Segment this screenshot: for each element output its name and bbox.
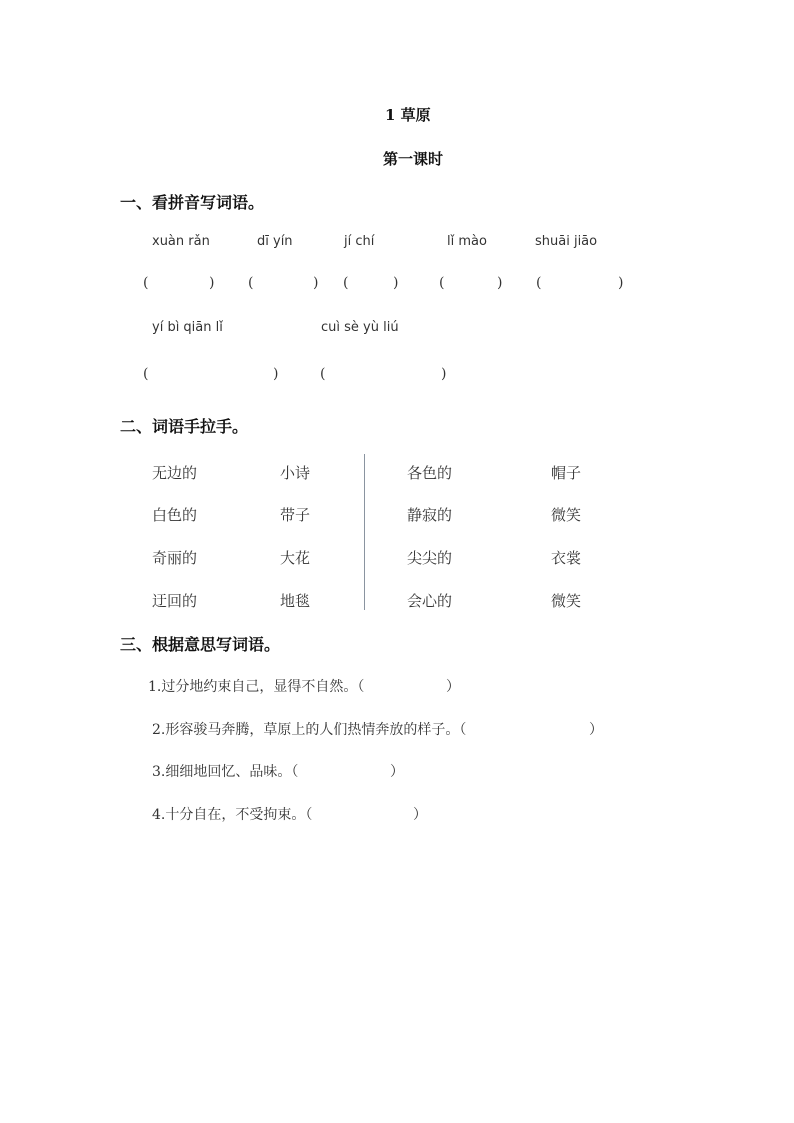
match-word: 会心的: [407, 592, 453, 610]
answer-close-paren: ): [393, 275, 399, 291]
section1-heading: 一、看拼音写词语。: [120, 193, 265, 212]
match-word: 帽子: [551, 464, 582, 482]
match-word: 微笑: [551, 506, 582, 524]
answer-open-paren: (: [143, 366, 149, 382]
answer-open-paren: (: [248, 275, 254, 291]
match-word: 带子: [280, 506, 311, 524]
lesson-title: 1 草原: [385, 106, 431, 124]
pinyin-item: xuàn rǎn: [152, 234, 210, 249]
match-word: 微笑: [551, 592, 582, 610]
answer-close-paren: ): [618, 275, 624, 291]
answer-open-paren: (: [320, 366, 326, 382]
match-word: 各色的: [407, 464, 453, 482]
pinyin-item: jí chí: [344, 234, 375, 249]
lesson-subtitle: 第一课时: [383, 150, 444, 168]
match-word: 静寂的: [407, 506, 453, 524]
pinyin-item: dī yín: [257, 234, 293, 249]
question-text: 2.形容骏马奔腾，草原上的人们热情奔放的样子。（: [152, 722, 467, 738]
question-close-paren: ）: [390, 764, 404, 780]
section2-heading: 二、词语手拉手。: [120, 417, 249, 436]
match-word: 迂回的: [152, 592, 198, 610]
section3-heading: 三、根据意思写词语。: [120, 635, 281, 654]
match-word: 无边的: [152, 464, 198, 482]
pinyin-item: yí bì qiān lǐ: [152, 320, 223, 335]
match-word: 小诗: [280, 464, 311, 482]
answer-close-paren: ): [273, 366, 279, 382]
pinyin-item: lǐ mào: [447, 234, 487, 249]
question-text: 3.细细地回忆、品味。（: [152, 764, 299, 780]
question-close-paren: ）: [589, 722, 603, 738]
question-text: 4.十分自在，不受拘束。（: [152, 807, 313, 823]
pinyin-item: cuì sè yù liú: [321, 320, 399, 335]
match-word: 尖尖的: [407, 549, 453, 567]
answer-close-paren: ): [441, 366, 447, 382]
answer-open-paren: (: [143, 275, 149, 291]
question-close-paren: ）: [446, 679, 460, 695]
match-word: 大花: [280, 549, 311, 567]
answer-close-paren: ): [209, 275, 215, 291]
answer-open-paren: (: [536, 275, 542, 291]
match-word: 奇丽的: [152, 549, 198, 567]
answer-close-paren: ): [497, 275, 503, 291]
question-text: 1.过分地约束自己，显得不自然。（: [148, 679, 365, 695]
match-word: 白色的: [152, 506, 198, 524]
answer-open-paren: (: [343, 275, 349, 291]
pinyin-item: shuāi jiāo: [535, 234, 598, 249]
column-divider: [364, 454, 365, 610]
match-word: 衣裳: [551, 549, 582, 567]
match-word: 地毯: [280, 592, 311, 610]
question-close-paren: ）: [413, 807, 427, 823]
answer-open-paren: (: [439, 275, 445, 291]
answer-close-paren: ): [313, 275, 319, 291]
